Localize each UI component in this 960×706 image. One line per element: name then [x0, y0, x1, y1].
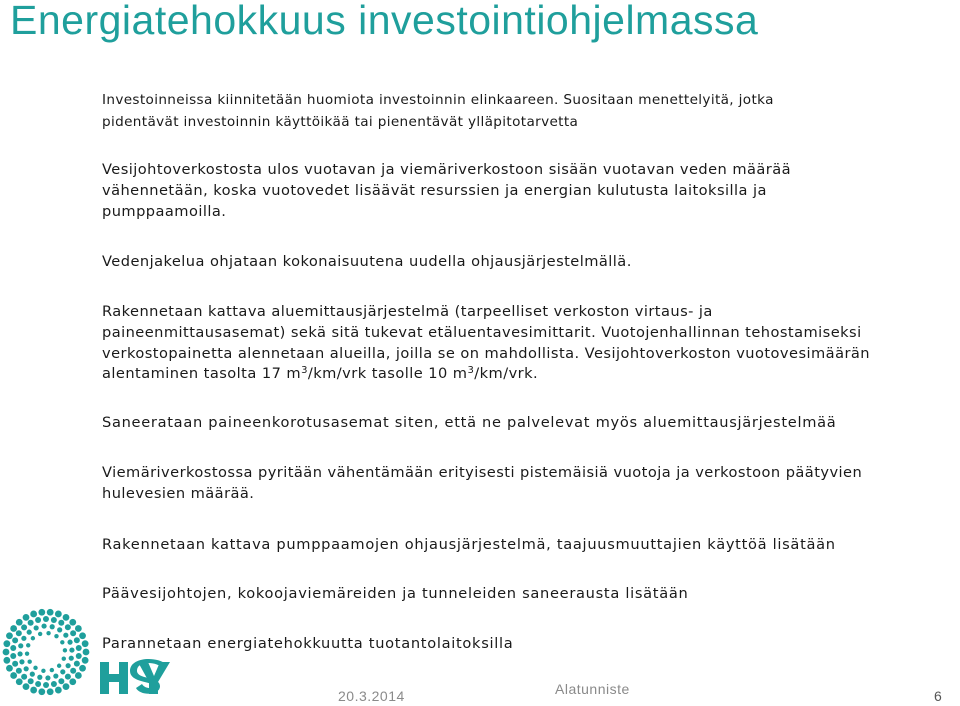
- cubic-superscript-2: 3: [467, 365, 475, 377]
- paragraph-4-line-3: verkostopainetta alennetaan alueilla, joilla se on mahdollista. Vesijohtoverkoston vuotovesimäärän: [102, 344, 871, 362]
- logo-ring-dot: [69, 619, 76, 626]
- logo-ring-dot: [41, 623, 46, 628]
- logo-ring-dot: [74, 637, 80, 643]
- logo-ring-dot: [70, 630, 76, 636]
- logo-ring-dot: [83, 649, 90, 656]
- logo-ring-dot: [63, 633, 68, 638]
- logo-ring-dot: [21, 636, 26, 641]
- logo-ring-dot: [82, 640, 89, 647]
- paragraph-7: [102, 535, 957, 556]
- slide-title: Energiatehokkuus investointiohjelmassa: [10, 0, 759, 43]
- logo-ring-dot: [12, 637, 18, 643]
- logo-ring-dot: [10, 672, 17, 679]
- paragraph-9-line-1: Parannetaan energiatehokkuutta tuotantolaitoksilla: [102, 635, 514, 652]
- paragraph-2-line-2: vähennetään, koska vuotovedet lisäävät resurssien ja energian kulutusta laitoksilla ja: [102, 181, 767, 199]
- logo-ring-dot: [63, 614, 70, 621]
- logo-ring-dot: [75, 625, 82, 632]
- logo-ring-dot: [50, 624, 55, 629]
- logo-ring-dot: [3, 657, 10, 664]
- logo-ring-dot: [26, 643, 30, 647]
- logo-ring-dot: [51, 617, 57, 623]
- footer-text: Alatunniste: [555, 681, 630, 697]
- logo-ring-dot: [3, 649, 10, 656]
- logo-ring-dot: [66, 663, 71, 668]
- paragraph-5: [102, 413, 957, 434]
- logo-ring-dot: [21, 674, 27, 680]
- logo-ring-dot: [76, 645, 82, 651]
- hsy-ring-logo-icon: [3, 609, 90, 695]
- logo-ring-dot: [67, 640, 72, 645]
- logo-ring-dot: [63, 648, 67, 652]
- logo-ring-dot: [79, 665, 86, 672]
- logo-ring-dot: [30, 611, 37, 618]
- logo-ring-dot: [6, 665, 13, 672]
- logo-ring-dot: [57, 664, 61, 668]
- logo-ring-dot: [25, 651, 29, 655]
- paragraph-6-line-2: hulevesien määrää.: [102, 484, 255, 502]
- paragraph-4-line-2: paineenmittausasemat) sekä sitä tukevat etäluentavesimittarit. Vuotojenhallinnan tehostamiseksi: [102, 323, 862, 341]
- paragraph-1-line-2: pidentävät investoinnin käyttöikää tai pienentävät ylläpitotarvetta: [102, 113, 579, 130]
- logo-ring-dot: [10, 653, 16, 659]
- paragraph-4-line-4-part-3: /km/vrk.: [474, 365, 539, 383]
- logo-ring-dot: [18, 643, 23, 648]
- paragraph-4-line-1: Rakennetaan kattava aluemittausjärjestelmä (tarpeelliset verkoston virtaus- ja: [102, 303, 713, 320]
- logo-ring-dot: [69, 678, 76, 685]
- logo-ring-dot: [76, 653, 82, 659]
- logo-ring-dot: [54, 634, 58, 638]
- logo-ring-dot: [55, 611, 62, 618]
- paragraph-4: [102, 302, 957, 385]
- logo-ring-dot: [10, 625, 17, 632]
- logo-ring-dot: [23, 614, 30, 621]
- logo-ring-dot: [12, 661, 18, 667]
- paragraph-2-line-1: Vesijohtoverkostosta ulos vuotavan ja viemäriverkostoon sisään vuotavan veden määrää: [102, 161, 792, 178]
- logo-ring-dot: [62, 656, 66, 660]
- logo-ring-dot: [37, 675, 42, 680]
- paragraph-4-line-4-part-2: /km/vrk tasolle 10 m: [307, 365, 468, 383]
- logo-ring-dot: [28, 678, 34, 684]
- logo-ring-dot: [6, 632, 13, 639]
- logo-ring-dot: [41, 669, 45, 673]
- logo-ring-dot: [75, 672, 82, 679]
- logo-ring-dot: [47, 688, 54, 695]
- logo-ring-dot: [35, 681, 41, 687]
- logo-ring-dot: [53, 673, 58, 678]
- logo-ring-dot: [57, 627, 62, 632]
- paragraph-1-line-1: Investoinneissa kiinnitetään huomiota investoinnin elinkaareen. Suositaan menettelyitä, jotka: [102, 92, 774, 108]
- footer-date: 20.3.2014: [338, 688, 405, 704]
- logo-ring-dot: [69, 647, 74, 652]
- logo-ring-dot: [31, 636, 35, 640]
- page-number: 6: [934, 688, 942, 704]
- logo-ring-dot: [65, 674, 71, 680]
- logo-ring-dot: [38, 688, 45, 695]
- logo-ring-dot: [27, 630, 32, 635]
- logo-ring-dot: [30, 672, 35, 677]
- logo-ring-dot: [24, 666, 29, 671]
- logo-ring-dot: [74, 661, 80, 667]
- paragraph-6-line-1: Viemäriverkostossa pyritään vähentämään erityisesti pistemäisiä vuotoja ja verkostoon päätyvien: [102, 464, 863, 481]
- logo-ring-dot: [19, 659, 24, 664]
- logo-ring-dot: [30, 687, 37, 694]
- paragraph-2: [102, 160, 957, 222]
- paragraph-1: [102, 90, 957, 133]
- logo-ring-dot: [58, 620, 64, 626]
- paragraph-3-line-1: Vedenjakelua ohjataan kokonaisuutena uudella ohjausjärjestelmällä.: [102, 253, 632, 270]
- logo-ring-dot: [50, 668, 54, 672]
- logo-ring-dot: [45, 675, 50, 680]
- logo-ring-dot: [43, 616, 49, 622]
- hsy-logo: [0, 600, 172, 706]
- logo-ring-dot: [79, 632, 86, 639]
- logo-ring-dot: [69, 656, 74, 661]
- logo-ring-dot: [55, 687, 62, 694]
- paragraph-6: [102, 463, 957, 505]
- logo-ring-dot: [33, 666, 37, 670]
- logo-ring-dot: [58, 678, 64, 684]
- hsy-logo-lettering: [100, 659, 170, 694]
- logo-ring-dot: [60, 669, 65, 674]
- logo-ring-dot: [23, 683, 30, 690]
- logo-ring-dot: [10, 645, 16, 651]
- logo-ring-dot: [38, 632, 42, 636]
- paragraph-4-line-4: [102, 364, 957, 385]
- logo-ring-dot: [27, 660, 31, 664]
- logo-ring-dot: [46, 631, 50, 635]
- logo-ring-dot: [43, 682, 49, 688]
- logo-ring-dot: [34, 625, 39, 630]
- paragraph-4-line-4-part-1: alentaminen tasolta 17 m: [102, 365, 302, 383]
- logo-ring-dot: [60, 640, 64, 644]
- paragraph-8: [102, 584, 957, 605]
- logo-ring-dot: [16, 619, 23, 626]
- logo-ring-dot: [3, 640, 10, 647]
- paragraph-2-line-3: pumppaamoilla.: [102, 202, 227, 220]
- logo-ring-dot: [65, 624, 71, 630]
- logo-ring-dot: [63, 683, 70, 690]
- paragraph-5-line-1: Saneerataan paineenkorotusasemat siten, että ne palvelevat myös aluemittausjärjestelmää: [102, 414, 837, 431]
- logo-ring-dot: [35, 617, 41, 623]
- logo-ring-dot: [16, 668, 22, 674]
- logo-ring-dot: [21, 624, 27, 630]
- paragraph-7-line-1: Rakennetaan kattava pumppaamojen ohjausjärjestelmä, taajuusmuuttajien käyttöä lisätään: [102, 536, 836, 553]
- paragraph-9: [102, 634, 957, 655]
- paragraph-8-line-1: Päävesijohtojen, kokoojaviemäreiden ja tunneleiden saneerausta lisätään: [102, 585, 689, 602]
- logo-ring-dot: [16, 678, 23, 685]
- logo-ring-dot: [38, 609, 45, 616]
- logo-ring-dot: [16, 630, 22, 636]
- logo-ring-dot: [70, 668, 76, 674]
- logo-ring-dot: [47, 609, 54, 616]
- logo-ring-dot: [28, 620, 34, 626]
- logo-ring-dot: [82, 657, 89, 664]
- logo-ring-dot: [17, 651, 22, 656]
- paragraph-3: [102, 252, 957, 273]
- logo-ring-dot: [51, 681, 57, 687]
- cubic-superscript-1: 3: [301, 365, 308, 377]
